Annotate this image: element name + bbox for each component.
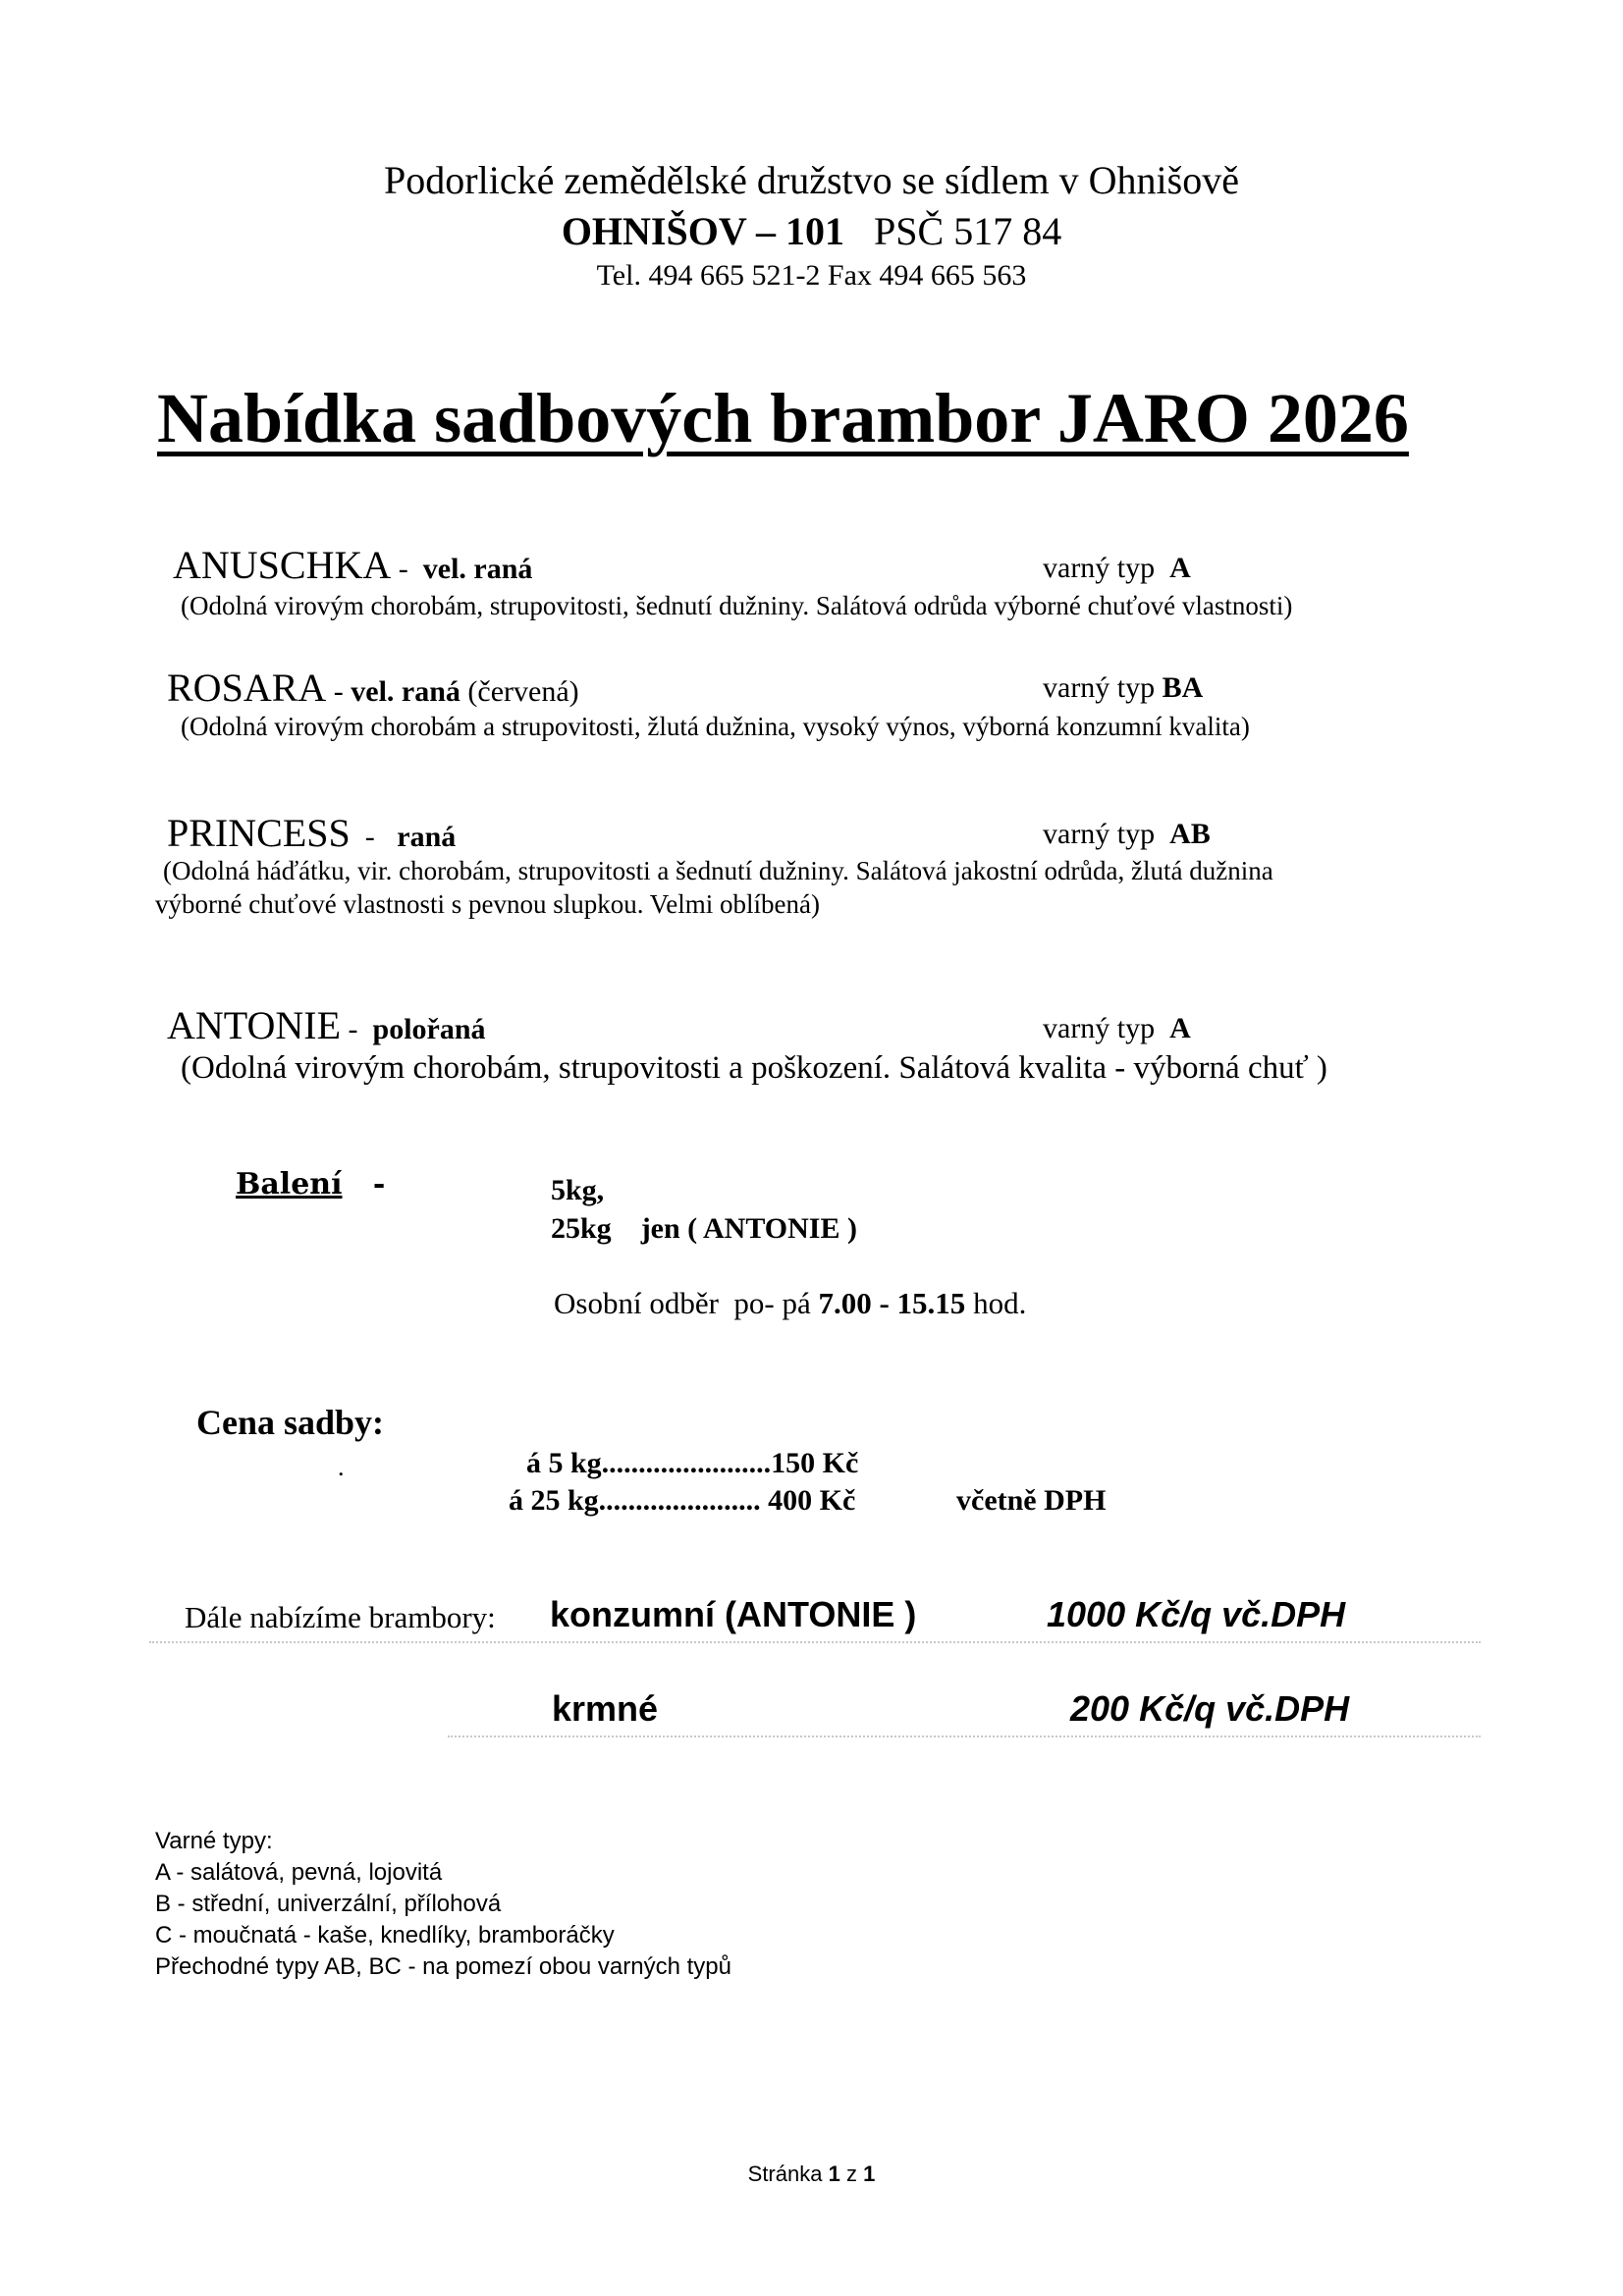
variety-anuschka-line <box>173 542 532 588</box>
legend-line: B - střední, univerzální, přílohová <box>155 1891 502 1917</box>
pickup-unit: hod. <box>965 1286 1027 1320</box>
price-vat-note: včetně DPH <box>956 1484 1107 1517</box>
offer-item-fodder: krmné <box>552 1688 659 1729</box>
pickup-hours <box>554 1286 1026 1321</box>
legend-line: A - salátová, pevná, lojovitá <box>155 1859 443 1886</box>
offer-row-divider <box>149 1641 1481 1643</box>
legend-line: Přechodné typy AB, BC - na pomezí obou varných typů <box>155 1953 731 1980</box>
variety-princess-desc-1: (Odolná háďátku, vir. chorobám, strupovitosti a šednutí dužniny. Salátová jakostní odrůda, žlutá dužnina <box>163 856 1273 885</box>
type-code: A <box>1169 552 1191 584</box>
price-dot: . <box>338 1453 345 1481</box>
type-label: varný typ <box>1043 671 1156 704</box>
variety-princess-type <box>1043 818 1211 851</box>
variety-antonie-line <box>167 1002 486 1048</box>
variety-name: PRINCESS <box>167 811 351 855</box>
packaging-weight: 25kg <box>551 1212 612 1245</box>
price-25kg: á 25 kg...................... 400 Kč <box>509 1484 856 1517</box>
type-label: varný typ <box>1043 1012 1156 1044</box>
variety-name: ANTONIE <box>167 1003 342 1047</box>
variety-maturity: raná <box>397 821 457 853</box>
packaging-option-5kg: 5kg, <box>551 1174 605 1206</box>
variety-separator: - <box>350 821 398 853</box>
price-heading: Cena sadby: <box>196 1403 385 1442</box>
variety-note: (červená) <box>460 675 579 708</box>
page-separator: z <box>845 2162 857 2186</box>
variety-maturity: vel. raná <box>422 553 533 585</box>
variety-anuschka-type <box>1043 552 1191 585</box>
variety-antonie-desc: (Odolná virovým chorobám, strupovitosti a poškození. Salátová kvalita - výborná chuť ) <box>181 1050 1327 1086</box>
type-code: A <box>1169 1012 1191 1044</box>
pickup-text: Osobní odběr po- pá <box>554 1286 819 1320</box>
variety-anuschka-desc: (Odolná virovým chorobám, strupovitosti, šednutí dužniny. Salátová odrůda výborné chuťové vlastnosti) <box>181 591 1293 620</box>
legend-heading: Varné typy: <box>155 1828 273 1854</box>
postal-code: PSČ 517 84 <box>874 209 1062 253</box>
packaging-option-25kg <box>551 1212 857 1246</box>
packaging-dash: - <box>372 1167 386 1201</box>
variety-maturity: vel. raná <box>351 675 460 708</box>
page-label: Stránka <box>747 2162 823 2186</box>
page-footer <box>0 2162 1623 2187</box>
offer-item-consumer-price: 1000 Kč/q vč.DPH <box>1047 1594 1346 1634</box>
address-line: OHNIŠOV – 101 <box>561 209 845 253</box>
packaging-note: jen ( ANTONIE ) <box>640 1212 857 1245</box>
variety-separator: - <box>326 675 352 708</box>
page-current: 1 <box>828 2162 840 2186</box>
type-label: varný typ <box>1043 818 1156 850</box>
organization-name: Podorlické zemědělské družstvo se sídlem v Ohnišově <box>384 158 1239 202</box>
variety-maturity: polořaná <box>372 1013 486 1045</box>
variety-name: ROSARA <box>167 666 327 710</box>
offer-label: Dále nabízíme brambory: <box>185 1600 496 1634</box>
variety-separator: - <box>391 553 423 585</box>
organization-address <box>0 208 1623 254</box>
variety-princess-desc-2: výborné chuťové vlastnosti s pevnou slupkou. Velmi oblíbená) <box>155 889 820 919</box>
packaging-label <box>236 1167 385 1201</box>
variety-antonie-type <box>1043 1012 1191 1045</box>
type-code: BA <box>1162 671 1204 704</box>
legend-line: C - moučnatá - kaše, knedlíky, bramboráčky <box>155 1922 615 1949</box>
offer-item-fodder-price: 200 Kč/q vč.DPH <box>1070 1688 1350 1729</box>
page-total: 1 <box>863 2162 876 2186</box>
variety-rosara-desc: (Odolná virovým chorobám a strupovitosti, žlutá dužnina, vysoký výnos, výborná konzumní kvalita) <box>181 712 1250 741</box>
type-label: varný typ <box>1043 552 1156 584</box>
variety-name: ANUSCHKA <box>173 543 392 587</box>
offer-item-consumer: konzumní (ANTONIE ) <box>550 1594 917 1634</box>
page-title: Nabídka sadbových brambor JARO 2026 <box>157 379 1409 457</box>
offer-row-divider <box>448 1735 1481 1737</box>
pickup-time: 7.00 - 15.15 <box>818 1286 966 1320</box>
variety-rosara-type <box>1043 671 1203 705</box>
price-5kg: á 5 kg.......................150 Kč <box>526 1447 859 1479</box>
organization-contact: Tel. 494 665 521-2 Fax 494 665 563 <box>596 259 1027 292</box>
type-code: AB <box>1169 818 1211 850</box>
variety-separator: - <box>341 1013 373 1045</box>
variety-rosara-line <box>167 665 579 711</box>
packaging-label-text: Balení <box>236 1167 343 1201</box>
variety-princess-line <box>167 810 456 856</box>
